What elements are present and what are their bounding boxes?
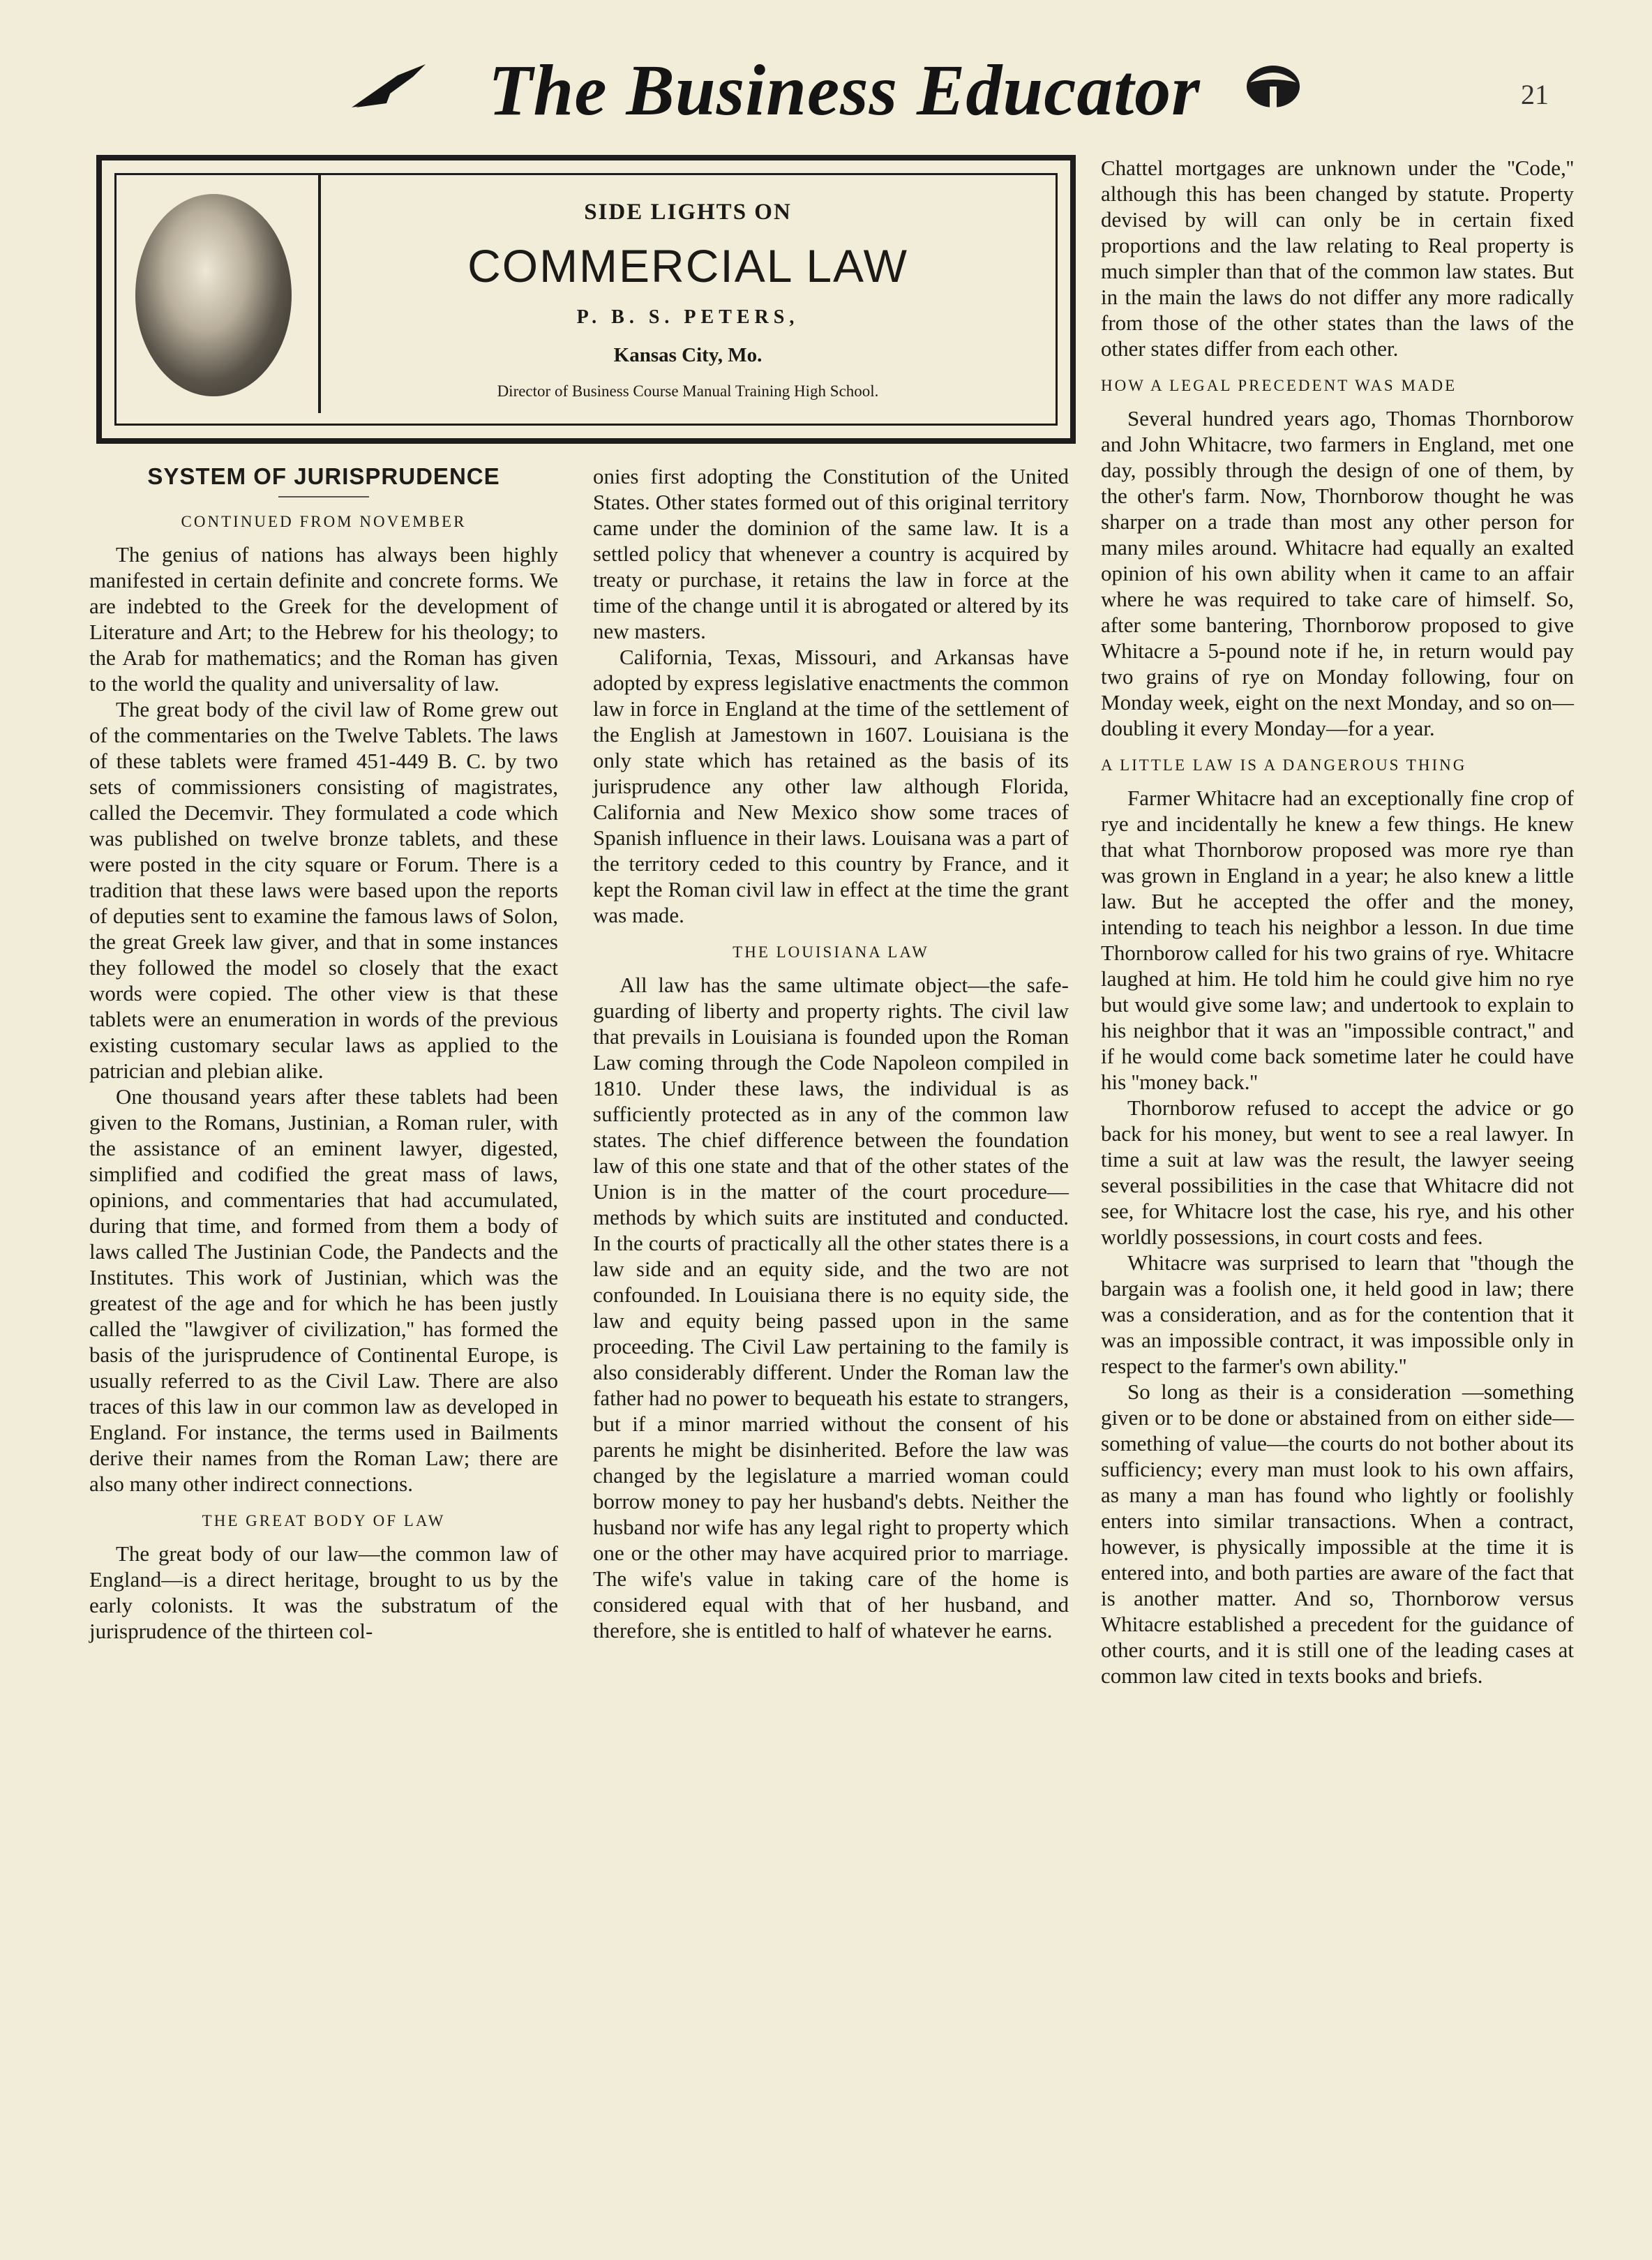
paragraph: Thornborow refused to accept the advice or go back for his money, but went to see a real lawyer. In time a suit at law was the result, the lawyer seeing several possibilities in the case that Whitacre did not see, for Whitacre lost the case, his rye, and his other worldly possessions, in court costs and fees. [1101, 1095, 1574, 1249]
paragraph: onies first adopting the Constitution of the United States. Other states formed out of this original territory came under the dominion of the same law. It is a settled policy that whenever a country is acquired by treaty or purchase, it retains the law in force at the time of the change until it is abrogated or altered by its new masters. [593, 464, 1069, 643]
paragraph: California, Texas, Missouri, and Arkansas have adopted by express legislative enactments the common law in force in England at the time of the settlement of the English at Jamestown in 1607. Louisiana is the only state which has retained as the basis of its jurisprudence any other law although Florida, California and New Mexico show some traces of Spanish influence in their laws. Louisana was a part of the territory ceded to this country by France, and it kept the Roman civil law in effect at the time the grant was made. [593, 645, 1069, 927]
article-heading: SYSTEM OF JURISPRUDENCE [147, 463, 500, 489]
column-3 [1101, 155, 1574, 1689]
series-kicker: SIDE LIGHTS ON [584, 200, 792, 225]
author-portrait [135, 194, 292, 396]
article-header-frame [96, 155, 1076, 444]
paragraph: So long as their is a consideration —something given or to be done or abstained from on either side—something of value—the courts do not bother about its sufficiency; every man must look to his own affairs, as many a man has found who lightly or foolishly enters into similar transactions. When a contract, however, is physically impossible at the time it is entered into, and both parties are aware of the fact that is another matter. And so, Thornborow versus Whitacre established a precedent for the guidance of other courts, and it is still one of the leading cases at common law cited in texts books and briefs. [1101, 1379, 1574, 1688]
paragraph: All law has the same ultimate object—the safe-guarding of liberty and property rights. The civil law that prevails in Louisiana is founded upon the Roman Law coming through the Code Napoleon compiled in 1810. Under these laws, the individual is as sufficiently protected as in any of the common law states. The chief difference between the foundation law of this one state and that of the other states of the Union is in the matter of the court procedure—methods by which suits are instituted and conducted. In the courts of practically all the other states there is a law side and an equity side, and the two are not confounded. In Louisiana there is no equity side, the law and equity being passed upon in the same proceeding. The Civil Law pertaining to the family is also considerably different. Under the Roman law the father had no power to bequeath his estate to strangers, but if a minor married without the consent of his parents he might be disinherited. Before the law was changed by the legislature a married woman could borrow money to pay her husband's debts. Neither the husband nor wife has any legal right to property which one or the other may have acquired prior to marriage. The wife's value in taking care of the home is considered equal with that of her husband, and therefore, she is entitled to half of whatever he earns. [593, 973, 1069, 1642]
paragraph: The great body of the civil law of Rome grew out of the commentaries on the Twelve Tablets. The laws of these tablets were framed 451-449 B. C. by two sets of commissioners consisting of magistrates, called the Decemvir. They formulated a code which was published on twelve bronze tablets, and these were posted in the city square or Forum. There is a tradition that these laws were based upon the reports of deputies sent to examine the famous laws of Solon, the great Greek law giver, and that in some instances they followed the model so closely that the exact words were copied. The other view is that these tablets were an enumeration in words of the previous existing customary secular laws as applied to the patrician and plebian alike. [89, 697, 558, 1083]
portrait-divider [318, 173, 321, 413]
subheading: A LITTLE LAW IS A DANGEROUS THING [1101, 756, 1467, 774]
series-title: COMMERCIAL LAW [467, 240, 908, 292]
paragraph: The great body of our law—the common law of England—is a direct heritage, brought to us by the early colonists. It was the substratum of the jurisprudence of the thirteen col- [89, 1541, 558, 1643]
author-name: P. B. S. PETERS, [576, 306, 799, 328]
header-text-block [332, 188, 1044, 401]
column-1 [89, 463, 558, 1644]
pen-quill-icon [349, 61, 433, 110]
paragraph: Farmer Whitacre had an exceptionally fine crop of rye and incidentally he knew a few things. He knew that what Thornborow proposed was more rye than was grown in England in a year; he also knew a little law. But he accepted the offer and the money, intending to teach his neighbor a lesson. In due time Thornborow called for his two grains of rye. Whitacre laughed at him. He told him he could give him no rye but would give some law; and undertook to explain to his neighbor that it was an ''impossible contract,'' and if he would come back sometime later he could have his ''money back.'' [1101, 786, 1574, 1094]
continued-note: CONTINUED FROM NOVEMBER [181, 513, 467, 530]
paragraph: Whitacre was surprised to learn that ''though the bargain was a foolish one, it held good in law; there was a consideration, and as for the contention that it was an impossible contract, it was impossible only in respect to the farmer's own ability.'' [1101, 1250, 1574, 1378]
eagle-emblem-icon [1242, 59, 1305, 114]
subheading: THE LOUISIANA LAW [733, 943, 929, 961]
subheading: THE GREAT BODY OF LAW [202, 1512, 446, 1529]
masthead-title: The Business Educator [488, 50, 1201, 130]
author-location: Kansas City, Mo. [613, 344, 763, 366]
paragraph: Several hundred years ago, Thomas Thornborow and John Whitacre, two farmers in England, met one day, possibly through the design of one of them, by the other's farm. Now, Thornborow thought he was sharper on a trade than most any other person for many miles around. Whitacre had equally an exalted opinion of his own ability when it came to an affair where he was required to take care of himself. So, after some bantering, Thornborow proposed to give Whitacre a 5-pound note if he, in return would pay two grains of rye on Monday following, four on Monday week, eight on the next Monday, and so on—doubling it every Monday—for a year. [1101, 406, 1574, 740]
subheading: HOW A LEGAL PRECEDENT WAS MADE [1101, 377, 1457, 394]
column-2 [593, 463, 1069, 1643]
page-number: 21 [1521, 79, 1549, 110]
masthead [0, 42, 1652, 140]
heading-rule [278, 496, 369, 497]
author-role: Director of Business Course Manual Training High School. [497, 382, 879, 400]
paragraph: Chattel mortgages are unknown under the ''Code,'' although this has been changed by statute. Property devised by will can only be in certain fixed proportions and the law relating to Real property is much simpler than that of the common law states. But in the main the laws do not differ any more radically from those of the other states than the laws of the other states differ from each other. [1101, 156, 1574, 361]
paragraph: The genius of nations has always been highly manifested in certain definite and concrete forms. We are indebted to the Greek for the development of Literature and Art; to the Hebrew for his theology; to the Arab for mathematics; and the Roman has given to the world the quality and universality of law. [89, 542, 558, 696]
paragraph: One thousand years after these tablets had been given to the Romans, Justinian, a Roman ruler, with the assistance of an eminent lawyer, digested, simplified and codified the great mass of laws, opinions, and commentaries that had accumulated, during that time, and formed from them a body of laws called The Justinian Code, the Pandects and the Institutes. This work of Justinian, which was the greatest of the age and for which he has been justly called the ''lawgiver of civilization,'' has formed the basis of the jurisprudence of Continental Europe, is usually referred to as the Civil Law. There are also traces of this law in our common law as developed in England. For instance, the terms used in Bailments derive their names from the Roman Law; there are also many other indirect connections. [89, 1084, 558, 1496]
